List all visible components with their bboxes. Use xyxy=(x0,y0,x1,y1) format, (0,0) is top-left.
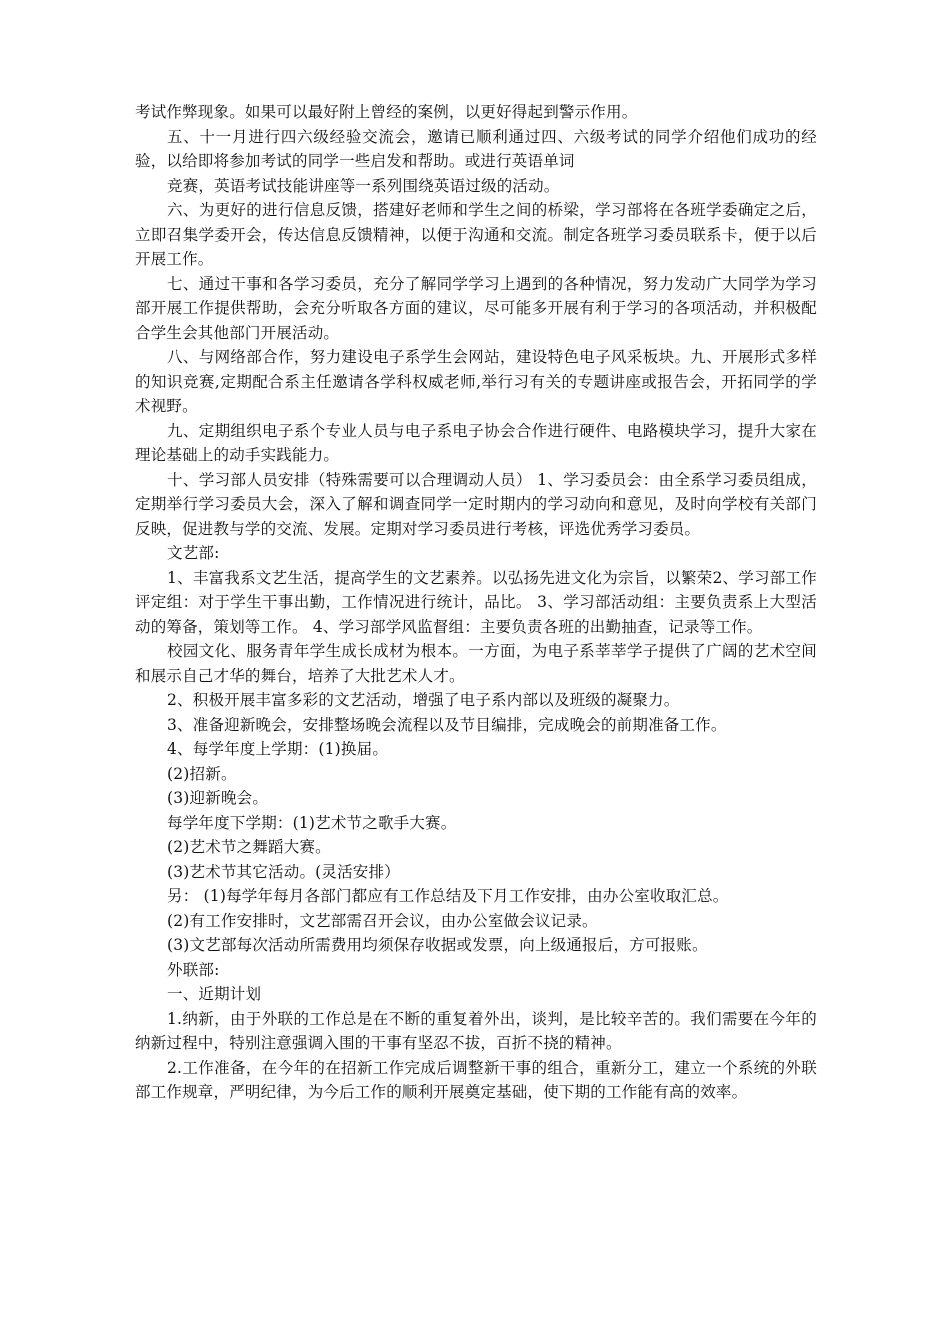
paragraph: (3)艺术节其它活动。(灵活安排） xyxy=(167,862,400,881)
document-body xyxy=(135,100,817,1105)
paragraph: 每学年度下学期：(1)艺术节之歌手大赛。 xyxy=(167,813,457,832)
paragraph: 2.工作准备，在今年的在招新工作完成后调整新干事的组合，重新分工，建立一个系统的外联部工作规章，严明纪律，为今后工作的顺利开展奠定基础，使下期的工作能有高的效率。 xyxy=(135,1058,817,1101)
section-heading: 外联部: xyxy=(167,960,220,979)
paragraph: 五、十一月进行四六级经验交流会，邀请已顺利通过四、六级考试的同学介绍他们成功的经验，以给即将参加考试的同学一些启发和帮助。或进行英语单词 xyxy=(135,127,817,170)
paragraph: 考试作弊现象。如果可以最好附上曾经的案例，以更好得起到警示作用。 xyxy=(135,103,638,121)
paragraph: 1.纳新，由于外联的工作总是在不断的重复着外出，谈判，是比较辛苦的。我们需要在今年的纳新过程中，特别注意强调入围的干事有坚忍不拔，百折不挠的精神。 xyxy=(135,1009,817,1052)
paragraph: 2、积极开展丰富多彩的文艺活动，增强了电子系内部以及班级的凝聚力。 xyxy=(167,691,680,709)
paragraph: 六、为更好的进行信息反馈，搭建好老师和学生之间的桥梁，学习部将在各班学委确定之后，立即召集学委开会，传达信息反馈精神，以便于沟通和交流。制定各班学习委员联系卡，便于以后开展工作。 xyxy=(135,201,817,268)
paragraph: 八、与网络部合作，努力建设电子系学生会网站，建设特色电子风采板块。九、开展形式多样的知识竞赛,定期配合系主任邀请各学科权威老师,举行习有关的专题讲座或报告会，开拓同学的学术视野。 xyxy=(135,348,817,415)
paragraph: (3)迎新晚会。 xyxy=(167,789,269,807)
paragraph: 1、丰富我系文艺生活，提高学生的文艺素养。以弘扬先进文化为宗旨，以繁荣2、学习部工作评定组：对于学生干事出勤，工作情况进行统计，品比。 3、学习部活动组：主要负责系上大型活动的筹备，策划等工作。 4、学习部学风监督组：主要负责各班的出勤抽查，记录等工作。 xyxy=(135,568,817,636)
subsection-heading: 一、近期计划 xyxy=(167,985,262,1003)
paragraph: (2)艺术节之舞蹈大赛。 xyxy=(167,838,331,856)
section-heading: 文艺部: xyxy=(167,544,220,562)
paragraph: 校园文化、服务青年学生成长成材为根本。一方面，为电子系莘莘学子提供了广阔的艺术空间和展示自己才华的舞台，培养了大批艺术人才。 xyxy=(135,642,817,685)
paragraph: 4、每学年度上学期：(1)换届。 xyxy=(167,740,389,758)
paragraph: 九、定期组织电子系个专业人员与电子系电子协会合作进行硬件、电路模块学习，提升大家在理论基础上的动手实践能力。 xyxy=(135,421,817,464)
paragraph: 七、通过干事和各学习委员，充分了解同学学习上遇到的各种情况，努力发动广大同学为学习部开展工作提供帮助，会充分听取各方面的建议，尽可能多开展有利于学习的各项活动，并积极配合学生会其他部门开展活动。 xyxy=(135,274,817,342)
paragraph: 竞赛，英语考试技能讲座等一系列围绕英语过级的活动。 xyxy=(167,176,560,195)
paragraph: 另： (1)每学年每月各部门都应有工作总结及下月工作安排，由办公室收取汇总。 xyxy=(167,887,729,905)
paragraph: (3)文艺部每次活动所需费用均须保存收据或发票，向上级通报后，方可报账。 xyxy=(167,936,708,954)
paragraph: (2)招新。 xyxy=(167,764,237,783)
paragraph: 3、准备迎新晚会，安排整场晚会流程以及节目编排，完成晚会的前期准备工作。 xyxy=(167,715,727,734)
paragraph: (2)有工作安排时，文艺部需召开会议，由办公室做会议记录。 xyxy=(167,911,598,930)
paragraph: 十、学习部人员安排（特殊需要可以合理调动人员） 1、学习委员会：由全系学习委员组成，定期举行学习委员大会，深入了解和调查同学一定时期内的学习动向和意见，及时向学校有关部门反映，促进教与学的交流、发展。定期对学习委员进行考核，评选优秀学习委员。 xyxy=(135,470,817,538)
